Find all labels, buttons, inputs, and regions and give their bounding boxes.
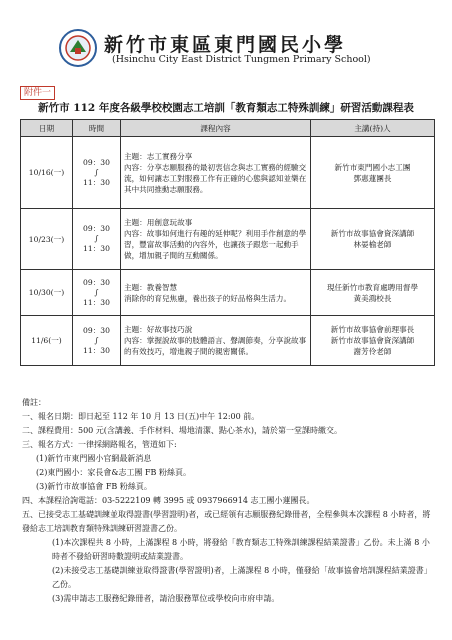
note-line: 五、已接受志工基礎訓練並取得證書(學習證明)者，或已經領有志願服務紀錄冊者，全程參與本次課程 8 小時者，將發給志工培訓教育類特殊訓練研習證書乙份。 xyxy=(22,510,431,533)
header-date: 日期 xyxy=(21,120,73,137)
speaker-line: 新竹市故事協會資深講師 xyxy=(330,229,415,238)
school-logo-icon xyxy=(58,28,98,68)
time-line: ∫ xyxy=(94,234,99,243)
row-content xyxy=(121,209,311,270)
speaker-line: 謝芳伶老師 xyxy=(353,347,392,356)
row-content xyxy=(121,316,311,366)
content-line: 消除你的育兒焦慮，養出孩子的好品格與生活力。 xyxy=(124,293,292,303)
table-row xyxy=(21,316,435,366)
row-time xyxy=(73,316,121,366)
row-speaker xyxy=(311,316,435,366)
school-name-chinese: 新竹市東區東門國民小學 xyxy=(104,34,347,56)
row-time xyxy=(73,209,121,270)
speaker-line: 林晏榆老師 xyxy=(353,240,392,249)
table-row xyxy=(21,209,435,270)
time-line: 09：30 xyxy=(83,224,110,233)
time-line: 11：30 xyxy=(83,244,110,253)
course-schedule-table xyxy=(20,119,435,366)
content-line: 主題：好故事技巧說 xyxy=(124,325,193,334)
attachment-label: 附件一 xyxy=(20,86,55,100)
row-date: 10/30(一) xyxy=(21,270,73,316)
time-line: ∫ xyxy=(94,335,99,345)
speaker-line: 現任新竹市教育處聘用督學 xyxy=(326,282,419,292)
note-line: (1)本次課程共 8 小時，上滿課程 8 小時，將發給「教育類志工特殊訓練課程結業證書」乙份。未上滿 8 小時者不發給研習時數證明或結業證書。 xyxy=(52,538,430,561)
speaker-line: 新竹市故事協會資深講師 xyxy=(330,336,415,345)
content-line: 內容：掌握說故事的肢體語言、聲調節奏，分享說故事的有效技巧，增進親子間的親密關係。 xyxy=(124,336,307,356)
table-header-row xyxy=(21,120,435,137)
header-speaker: 主講(持)人 xyxy=(311,120,435,137)
note-line: (1)新竹市東門國小官網最新消息 xyxy=(36,454,152,463)
content-line: 內容：故事如何進行有趣的延伸呢？利用手作創意的學習，豐富故事活動的內容外，也讓孩子跟您一起動手做，增加親子間的互動關係。 xyxy=(124,229,307,260)
time-line: 11：30 xyxy=(83,177,110,187)
content-line: 主題：用創意玩故事 xyxy=(124,218,193,227)
row-content xyxy=(121,137,311,209)
note-line: 二、課程費用：500 元(含講義、手作材料、場地清潔、點心茶水)，請於第一堂課時繳交。 xyxy=(22,426,343,435)
table-row xyxy=(21,270,435,316)
note-line: (3)需申請志工服務紀錄冊者，請洽服務單位或學校向市府申請。 xyxy=(52,594,280,603)
time-line: 09：30 xyxy=(83,277,110,287)
row-date: 10/23(一) xyxy=(21,209,73,270)
document-title: 新竹市 112 年度各級學校校園志工培訓「教育類志工特殊訓練」研習活動課程表 xyxy=(38,102,414,114)
row-date: 10/16(一) xyxy=(21,137,73,209)
note-line: 備註： xyxy=(22,398,46,407)
content-line: 主題：教養智慧 xyxy=(124,282,178,292)
speaker-line: 新竹市東門國小志工團 xyxy=(334,162,411,172)
row-time xyxy=(73,270,121,316)
header-content: 課程內容 xyxy=(121,120,311,137)
time-line: ∫ xyxy=(94,287,99,297)
row-speaker xyxy=(311,209,435,270)
time-line: ∫ xyxy=(94,167,99,177)
school-name-english: (Hsinchu City East District Tungmen Primary School) xyxy=(112,54,371,65)
row-time xyxy=(73,137,121,209)
note-line: (2)東門國小：家長會&志工團 FB 粉絲頁。 xyxy=(36,468,191,477)
note-line: (2)未接受志工基礎訓練並取得證書(學習證明)者，上滿課程 8 小時，僅發給「故事協會培訓課程結業證書」乙份。 xyxy=(52,566,432,589)
note-line: 四、本課程洽詢電話：03-5222109 轉 3995 或 0937966914 志工團小蓮團長。 xyxy=(22,496,315,505)
header-time: 時間 xyxy=(73,120,121,137)
note-line: 一、報名日期：即日起至 112 年 10 月 13 日(五)中午 12:00 前。 xyxy=(22,412,260,421)
time-line: 11：30 xyxy=(83,297,110,307)
speaker-line: 黃美鴻校長 xyxy=(353,293,392,303)
content-line: 內容：分享志願服務的最初衷信念與志工實務的經驗交流，如何讓志工對服務工作有正確的心態與認知並樂在其中共同推動志願服務。 xyxy=(124,162,307,194)
row-speaker xyxy=(311,137,435,209)
time-line: 11：30 xyxy=(83,345,110,355)
content-line: 主題：志工實務分享 xyxy=(124,151,193,161)
table-row xyxy=(21,137,435,209)
school-header xyxy=(0,28,452,72)
note-line: 三、報名方式：一律採網路報名，管道如下: xyxy=(22,440,177,449)
time-line: 09：30 xyxy=(83,325,110,335)
speaker-line: 新竹市故事協會前理事長 xyxy=(330,325,415,334)
notes-section xyxy=(22,396,434,606)
note-line: (3)新竹市故事協會 FB 粉絲頁。 xyxy=(36,482,152,491)
row-content xyxy=(121,270,311,316)
time-line: 09：30 xyxy=(83,157,110,167)
row-date: 11/6(一) xyxy=(21,316,73,366)
speaker-line: 鄧惠蓮團長 xyxy=(353,173,392,183)
row-speaker xyxy=(311,270,435,316)
